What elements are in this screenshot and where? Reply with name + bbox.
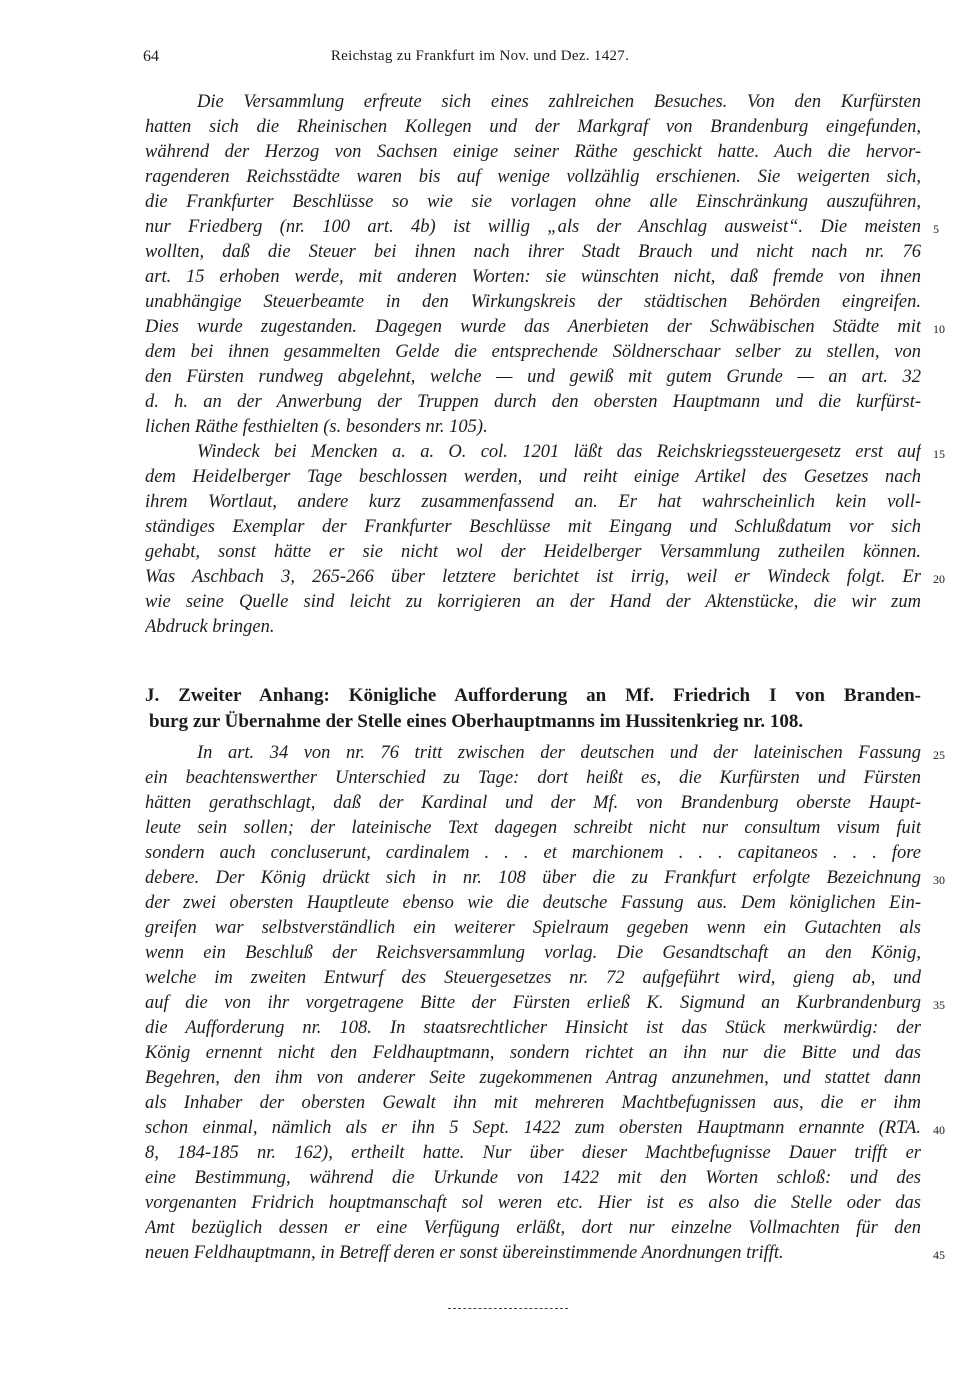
text-line: 8, 184-185 nr. 162), ertheilt hatte. Nur über dieser Machtbefugnisse Dauer trifft er bbox=[145, 1143, 921, 1163]
text-line: ein beachtenswerther Unterschied zu Tage: dort heißt es, die Kurfürsten und Fürsten bbox=[145, 768, 921, 788]
text-line: gehabt, sonst hätte er sie nicht wol der Heidelberger Versammlung zutheilen können. bbox=[145, 542, 921, 562]
text-line: der zwei obersten Hauptleute ebenso wie die deutsche Fassung aus. Dem königlichen Ein- bbox=[145, 893, 921, 913]
margin-line-number: 40 bbox=[933, 1123, 945, 1137]
text-line: Was Aschbach 3, 265-266 über letztere berichtet ist irrig, weil er Windeck folgt. Er bbox=[145, 567, 921, 587]
text-line: während der Herzog von Sachsen einige seiner Räthe geschickt hatte. Auch die hervor- bbox=[145, 142, 921, 162]
text-line: als Inhaber der obersten Gewalt ihn mit mehreren Machtbefugnissen aus, die er ihm bbox=[145, 1093, 921, 1113]
text-line: Abdruck bringen. bbox=[145, 617, 275, 637]
text-line: König ernennt nicht den Feldhauptmann, sondern richtet an ihn nur die Bitte und das bbox=[145, 1043, 921, 1063]
section-heading: burg zur Übernahme der Stelle eines Oberhauptmanns im Hussitenkrieg nr. 108. bbox=[149, 711, 804, 732]
text-line: Dies wurde zugestanden. Dagegen wurde das Anerbieten der Schwäbischen Städte mit bbox=[145, 317, 921, 337]
page-number: 64 bbox=[143, 48, 159, 65]
text-line: unabhängige Steuerbeamte in den Wirkungskreis der städtischen Behörden eingreifen. bbox=[145, 292, 921, 312]
text-line: dem Heidelberger Tage beschlossen werden, und reiht einige Artikel des Gesetzes nach bbox=[145, 467, 921, 487]
text-line: Amt bezüglich dessen er eine Verfügung erläßt, dort nur einzelne Vollmachten für den bbox=[145, 1218, 921, 1238]
text-line: Windeck bei Mencken a. a. O. col. 1201 läßt das Reichskriegssteuergesetz erst auf bbox=[197, 442, 921, 462]
text-line: den Fürsten rundweg abgelehnt, welche — und gewiß mit gutem Grunde — an art. 32 bbox=[145, 367, 921, 387]
margin-line-number: 5 bbox=[933, 222, 939, 236]
text-line: ragenderen Reichsstädte waren bis auf wenige vollzählig erschienen. Sie weigerten sich, bbox=[145, 167, 921, 187]
text-line: art. 15 erhoben werde, mit anderen Worten: sie wünschten nicht, daß fremde von ihnen bbox=[145, 267, 921, 287]
text-line: hatten sich die Rheinischen Kollegen und der Markgraf von Brandenburg eingefunden, bbox=[145, 117, 921, 137]
margin-line-number: 25 bbox=[933, 748, 945, 762]
text-line: vorgenanten Fridrich houptmanschaft sol weren etc. Hier ist es also die Stelle oder das bbox=[145, 1193, 921, 1213]
section-heading: J. Zweiter Anhang: Königliche Aufforderung an Mf. Friedrich I von Branden- bbox=[145, 685, 921, 706]
text-line: die Aufforderung nr. 108. In staatsrechtlicher Hinsicht ist das Stück merkwürdig: der bbox=[145, 1018, 921, 1038]
text-line: In art. 34 von nr. 76 tritt zwischen der deutschen und der lateinischen Fassung bbox=[197, 743, 921, 763]
text-line: Begehren, den ihm von anderer Seite zugekommenen Antrag anzunehmen, und stattet dann bbox=[145, 1068, 921, 1088]
margin-line-number: 35 bbox=[933, 998, 945, 1012]
text-line: greifen war selbstverständlich ein weiterer Spielraum gegeben wenn ein Gutachten als bbox=[145, 918, 921, 938]
text-line: Die Versammlung erfreute sich eines zahlreichen Besuches. Von den Kurfürsten bbox=[197, 92, 921, 112]
text-line: hätten gerathschlagt, daß der Kardinal und der Mf. von Brandenburg oberste Haupt- bbox=[145, 793, 921, 813]
text-line: welche im zweiten Entwurf des Steuergesetzes nr. 72 aufgeführt wird, gieng ab, und bbox=[145, 968, 921, 988]
text-line: lichen Räthe festhielten (s. besonders nr. 105). bbox=[145, 417, 488, 437]
margin-line-number: 10 bbox=[933, 322, 945, 336]
text-line: sondern auch concluserunt, cardinalem . . . et marchionem . . . capitaneos . . . fore bbox=[145, 843, 921, 863]
text-line: nur Friedberg (nr. 100 art. 4b) ist willig „als der Anschlag ausweist“. Die meisten bbox=[145, 217, 921, 237]
margin-line-number: 20 bbox=[933, 572, 945, 586]
text-line: neuen Feldhauptmann, in Betreff deren er sonst übereinstimmende Anordnungen trifft. bbox=[145, 1243, 784, 1263]
text-line: die Frankfurter Beschlüsse so wie sie vorlagen ohne alle Einschränkung auszuführen, bbox=[145, 192, 921, 212]
text-line: wenn ein Beschluß der Reichsversammlung vorlag. Die Gesandtschaft an den König, bbox=[145, 943, 921, 963]
text-line: dem bei ihnen gesammelten Gelde die entsprechende Söldnerschaar selber zu stellen, von bbox=[145, 342, 921, 362]
text-line: d. h. an der Anwerbung der Truppen durch den obersten Hauptmann und die kurfürst- bbox=[145, 392, 921, 412]
text-line: ihrem Wortlaut, andere kurz zusammenfassend an. Er hat wahrscheinlich kein voll- bbox=[145, 492, 921, 512]
text-line: eine Bestimmung, während die Urkunde von 1422 mit den Worten schloß: und des bbox=[145, 1168, 921, 1188]
running-title: Reichstag zu Frankfurt im Nov. und Dez. 1427. bbox=[330, 48, 630, 64]
footnote-separator-rule bbox=[448, 1308, 568, 1309]
text-line: ständiges Exemplar der Frankfurter Beschlüsse mit Eingang und Schlußdatum vor sich bbox=[145, 517, 921, 537]
text-line: debere. Der König drückt sich in nr. 108 über die zu Frankfurt erfolgte Bezeichnung bbox=[145, 868, 921, 888]
text-line: auf die von ihr vorgetragene Bitte der Fürsten erließ K. Sigmund an Kurbrandenburg bbox=[145, 993, 921, 1013]
margin-line-number: 15 bbox=[933, 447, 945, 461]
text-line: schon einmal, nämlich als er ihn 5 Sept. 1422 zum obersten Hauptmann ernannte (RTA. bbox=[145, 1118, 921, 1138]
margin-line-number: 30 bbox=[933, 873, 945, 887]
margin-line-number: 45 bbox=[933, 1248, 945, 1262]
text-line: wie seine Quelle sind leicht zu korrigieren an der Hand der Aktenstücke, die wir zum bbox=[145, 592, 921, 612]
text-line: leute sein sollen; der lateinische Text dagegen schreibt nicht nur consultum visum fuit bbox=[145, 818, 921, 838]
text-line: wollten, daß die Steuer bei ihnen nach ihrer Stadt Brauch und nicht nach nr. 76 bbox=[145, 242, 921, 262]
